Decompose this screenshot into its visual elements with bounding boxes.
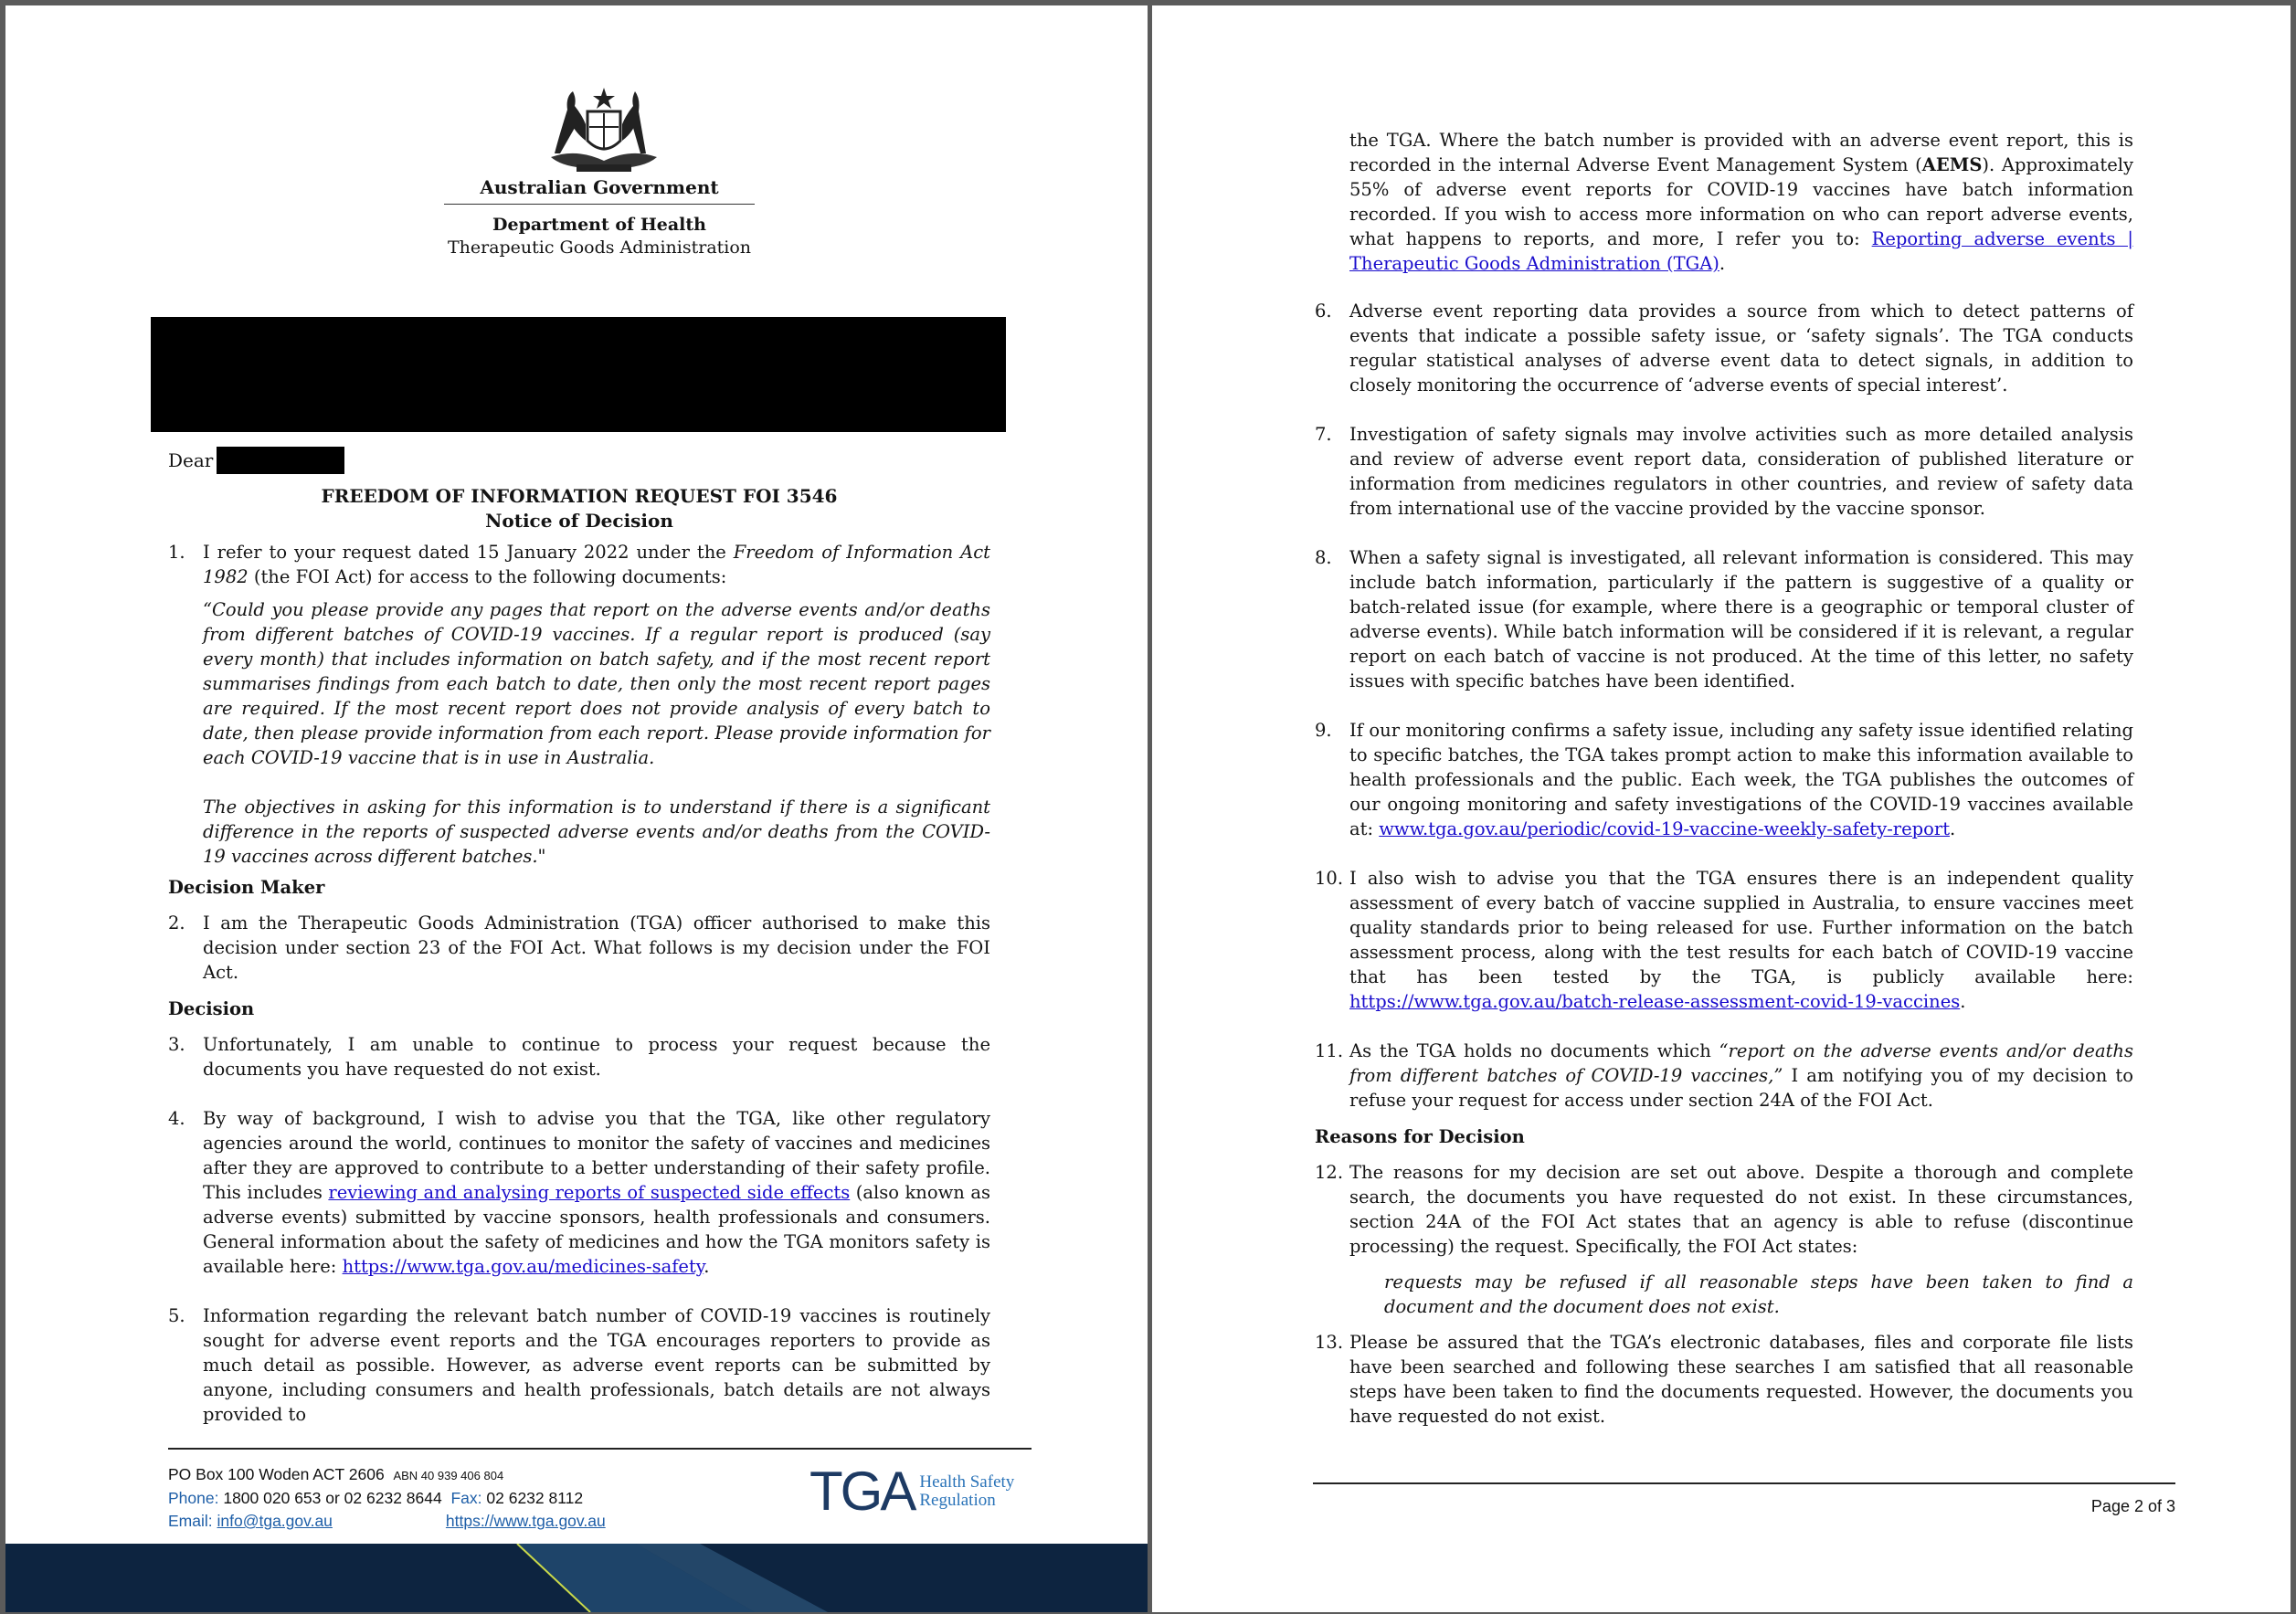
request-quote-1: “Could you please provide any pages that report on the adverse events and/or deaths from different batches of COVID-19 vaccines. If a regular report is produced (say every month) that includes information on batch safety, and if the most recent report summarises findings from each batch to date, then only the most recent report pages are required. If the most recent report does not provide analysis of every batch to date, then please provide information from each report. Please provide information for each COVID-19 vaccine that is in use in Australia.	[203, 599, 990, 768]
tga-logo-text: TGA	[809, 1461, 915, 1522]
email-label: Email:	[168, 1512, 213, 1530]
paragraph-6: 6. Adverse event reporting data provides a source from which to detect patterns of events that indicate a possible safety issue, or ‘safety signals’. The TGA conducts regular statistical analyses of adverse event data to detect signals, in addition to closely monitoring the occurrence of ‘adverse events of special interest’.	[1315, 301, 2133, 396]
aems-label: AEMS	[1921, 154, 1983, 175]
paragraph-7: 7. Investigation of safety signals may involve activities such as more detailed analysis and review of adverse event report data, consideration of published literature or information from medicines regulators in other countries, and review of safety data from international use of the vaccine provided by the vaccine sponsor.	[1315, 424, 2133, 519]
page1-body	[168, 540, 990, 1451]
paragraph-3: 3. Unfortunately, I am unable to continue to process your request because the documents you have requested do not exist.	[168, 1034, 990, 1080]
title-line-2: Notice of Decision	[485, 510, 673, 532]
request-quote	[168, 597, 990, 869]
phone-label: Phone:	[168, 1489, 219, 1507]
letterhead	[444, 175, 755, 259]
redacted-address-block	[151, 317, 1006, 432]
paragraph-8: 8. When a safety signal is investigated, all relevant information is considered. This may include batch information, particularly if the pattern is suggestive of a quality or batch-related issue (for example, where there is a geographic or temporal cluster of adverse events). While batch information will be considered if it is relevant, a regular report on each batch of vaccine is not produced. At the time of this letter, no safety issues with specific batches have been identified.	[1315, 547, 2133, 691]
footer-divider-2	[1313, 1482, 2175, 1484]
act-name: Freedom of Information Act 1982	[203, 542, 991, 587]
footer-contact	[168, 1463, 606, 1533]
footer-abn: ABN 40 939 406 804	[393, 1469, 504, 1482]
paragraph-13: 13. Please be assured that the TGA’s electronic databases, files and corporate file lists have been searched and following these searches I am satisfied that all reasonable steps have been taken to find the documents requested. However, the documents you have requested do not exist.	[1315, 1332, 2133, 1427]
request-quote-2: The objectives in asking for this information is to understand if there is a significant difference in the reports of suspected adverse events and/or deaths from the COVID-19 vaccines across different batches."	[203, 796, 990, 867]
title-line-1: FREEDOM OF INFORMATION REQUEST FOI 3546	[321, 485, 838, 507]
heading-decision: Decision	[168, 998, 255, 1019]
act-quote: requests may be refused if all reasonable steps have been taken to find a document and the document does not exist.	[1384, 1271, 2133, 1317]
letter-page-2	[1152, 5, 2291, 1612]
paragraph-10: 10. I also wish to advise you that the TGA ensures there is an independent quality assessment of every batch of vaccine supplied in Australia, to ensure vaccines meet quality standards prior to being released for use. Further information on the batch assessment process, along with the test results for each batch of COVID-19 vaccine that has been tested by the TGA, is publicly available here: https://www.tga.gov.au/batch-release-assessment-covid-19-vaccines.	[1315, 868, 2133, 1012]
footer-phone: 1800 020 653 or 02 6232 8644	[223, 1489, 442, 1507]
heading-reasons: Reasons for Decision	[1315, 1126, 1525, 1147]
department-name: Department of Health	[492, 215, 706, 235]
paragraph-1: 1. I refer to your request dated 15 January 2022 under the Freedom of Information Act 1982 (the FOI Act) for access to the following documents:	[168, 542, 991, 587]
coat-of-arms-icon	[540, 84, 668, 175]
paragraph-9: 9. If our monitoring confirms a safety issue, including any safety issue identified relating to specific batches, the TGA takes prompt action to make this information available to health professionals and the public. Each week, the TGA publishes the outcomes of our ongoing monitoring and safety investigations of the COVID-19 vaccines available at: www.tga.gov.au/periodic/covid-19-vaccine-weekly-safety-report.	[1315, 720, 2133, 839]
paragraph-4: 4. By way of background, I wish to advise you that the TGA, like other regulatory agencies around the world, continues to monitor the safety of vaccines and medicines after they are approved to contribute to a better understanding of their safety profile. This includes reviewing and analysing reports of suspected side effects (also known as adverse events) submitted by vaccine sponsors, health professionals and consumers. General information about the safety of medicines and how the TGA monitors safety is available here: https://www.tga.gov.au/medicines-safety.	[168, 1108, 991, 1277]
agency-name: Therapeutic Goods Administration	[447, 237, 752, 258]
footer-address: PO Box 100 Woden ACT 2606	[168, 1465, 385, 1483]
footer-band	[5, 1544, 1148, 1612]
paragraph-12: 12. The reasons for my decision are set out above. Despite a thorough and complete search, the documents you have requested do not exist. In these circumstances, section 24A of the FOI Act states that an agency is able to refuse (discontinue processing) the request. Specifically, the FOI Act states:	[1315, 1162, 2133, 1257]
link-reporting-adverse-events[interactable]: Reporting adverse events | Therapeutic Goods Administration (TGA)	[1349, 228, 2133, 274]
link-medicines-safety[interactable]: https://www.tga.gov.au/medicines-safety	[342, 1256, 704, 1277]
link-side-effects[interactable]: reviewing and analysing reports of suspected side effects	[328, 1182, 851, 1203]
paragraph-5-continued: the TGA. Where the batch number is provided with an adverse event report, this is recorded in the internal Adverse Event Management System (AEMS). Approximately 55% of adverse event reports for COVID-19 vaccines have batch information recorded. If you wish to access more information on who can report adverse events, what happens to reports, and more, I refer you to: Reporting adverse events | Therapeutic Goods Administration (TGA).	[1349, 130, 2134, 274]
paragraph-2: 2. I am the Therapeutic Goods Administration (TGA) officer authorised to make this decision under section 23 of the FOI Act. What follows is my decision under the FOI Act.	[168, 912, 990, 983]
heading-decision-maker: Decision Maker	[168, 877, 325, 898]
tga-logo-tagline: Health Safety Regulation	[919, 1472, 1015, 1510]
footer-website-link[interactable]: https://www.tga.gov.au	[445, 1512, 606, 1530]
paragraph-11: 11. As the TGA holds no documents which “report on the adverse events and/or deaths from different batches of COVID-19 vaccines,” I am notifying you of my decision to refuse your request for access under section 24A of the FOI Act.	[1315, 1040, 2133, 1111]
government-name: Australian Government	[480, 176, 719, 198]
tga-logo	[809, 1461, 1015, 1522]
link-batch-release[interactable]: https://www.tga.gov.au/batch-release-assessment-covid-19-vaccines	[1349, 991, 1961, 1012]
footer-email-link[interactable]: info@tga.gov.au	[217, 1512, 333, 1530]
footer-fax: 02 6232 8112	[486, 1489, 584, 1507]
salutation	[168, 447, 344, 474]
link-weekly-safety-report[interactable]: www.tga.gov.au/periodic/covid-19-vaccine-weekly-safety-report	[1379, 818, 1951, 839]
letterhead-divider	[444, 204, 755, 205]
redacted-name	[217, 447, 344, 474]
letter-page-1	[5, 5, 1148, 1612]
footer-divider	[168, 1448, 1032, 1450]
salutation-text: Dear	[168, 449, 214, 471]
page2-body	[1349, 128, 2133, 301]
page2-numbered	[1315, 299, 2133, 1453]
letter-title	[168, 484, 990, 533]
page-number: Page 2 of 3	[2090, 1497, 2175, 1515]
fax-label: Fax:	[450, 1489, 482, 1507]
paragraph-5: 5. Information regarding the relevant batch number of COVID-19 vaccines is routinely sought for adverse event reports and the TGA encourages reporters to provide as much detail as possible. However, as adverse event reports can be submitted by anyone, including consumers and health professionals, batch details are not always provided to	[168, 1305, 990, 1425]
